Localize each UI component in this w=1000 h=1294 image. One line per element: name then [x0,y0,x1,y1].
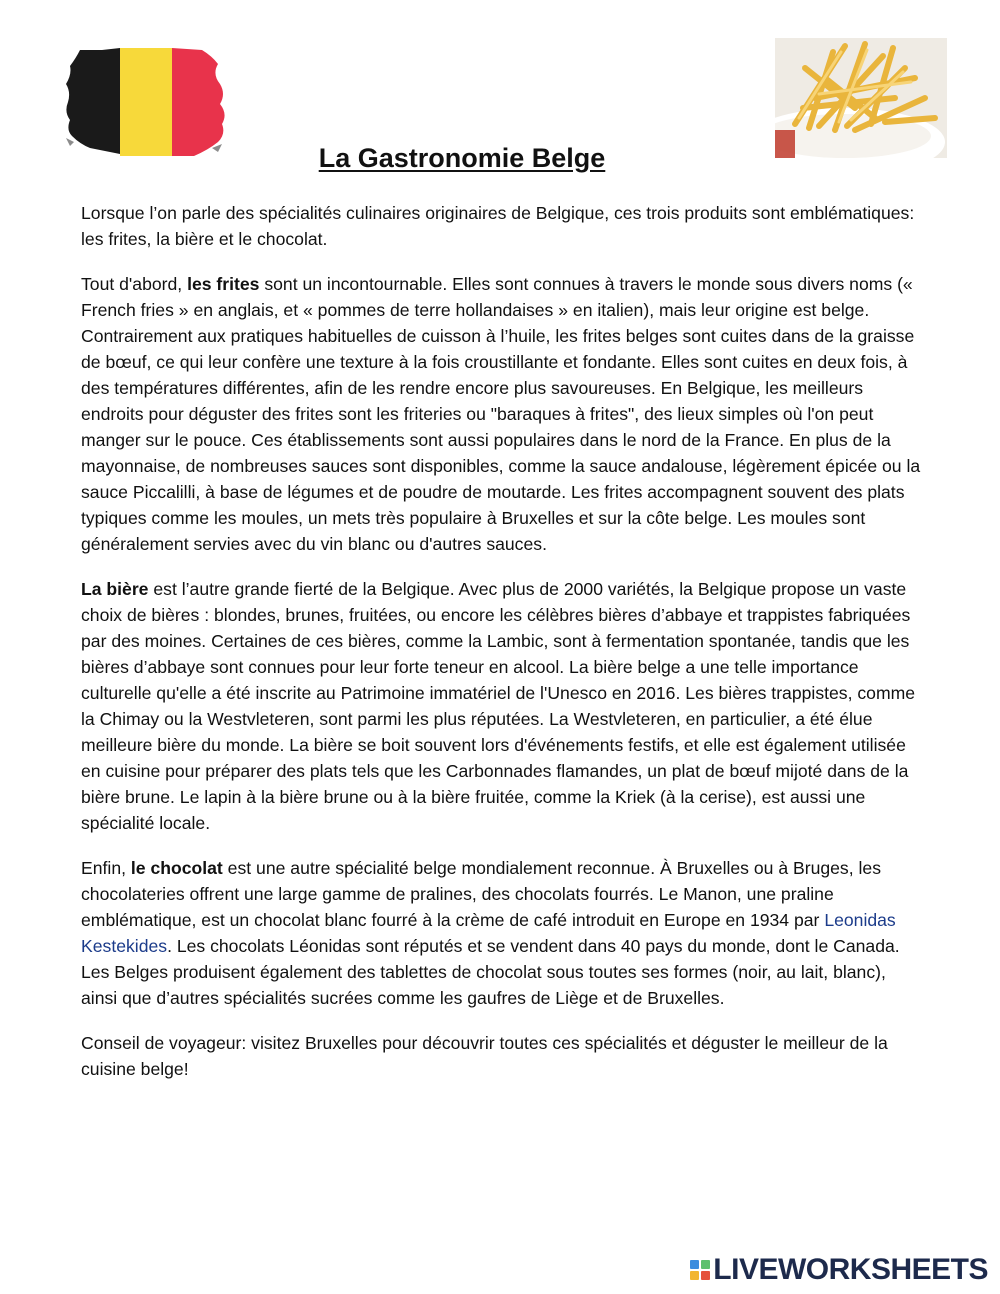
flag-yellow-stripe [120,48,172,156]
frites-keyword: les frites [187,274,260,294]
paragraph-chocolat [81,855,921,1011]
chocolat-keyword: le chocolat [130,858,223,878]
flag-black-stripe [66,48,120,154]
paragraph-intro [81,200,921,252]
page-title: La Gastronomie Belge [318,143,606,173]
paragraph-biere [81,576,921,836]
logo-square-4 [701,1271,710,1280]
logo-square-3 [690,1271,699,1280]
liveworksheets-logo[interactable] [690,1254,988,1286]
logo-square-2 [701,1260,710,1269]
paragraph-frites [81,271,921,557]
chocolat-lead: Enfin, [81,858,131,878]
conseil-text: Conseil de voyageur: visitez Bruxelles pour découvrir toutes ces spécialités et déguster le meilleur de la cuisine belge! [81,1033,888,1079]
logo-text: LIVEWORKSHEETS [713,1253,988,1286]
leonidas-link[interactable]: Leonidas Kestekides [81,910,896,956]
flag-red-stripe [172,48,225,156]
paragraph-conseil [81,1030,921,1082]
chocolat-text-2: . Les chocolats Léonidas sont réputés et se vendent dans 40 pays du monde, dont le Canada. Les Belges produisent également des tablettes de chocolat sous toutes ses formes (noir, au lait, blanc), ainsi que d’autres spécialités sucrées comme les gaufres de Liège et de Bruxelles. [81,936,900,1008]
intro-text: Lorsque l’on parle des spécialités culinaires originaires de Belgique, ces trois produits sont emblématiques: les frites, la bière et le chocolat. [81,203,915,249]
frites-text: sont un incontournable. Elles sont connues à travers le monde sous divers noms (« French fries » en anglais, et « pommes de terre hollandaises » en italien), mais leur origine est belge. Contrairement aux pratiques habituelles de cuisson à l’huile, les frites belges sont cuites dans de la graisse de bœuf, ce qui leur confère une texture à la fois croustillante et fondante. Elles sont cuites en deux fois, à des températures différentes, afin de les rendre encore plus savoureuses. En Belgique, les meilleurs endroits pour déguster des frites sont les friteries ou "baraques à frites", des lieux simples où l'on peut manger sur le pouce. Ces établissements sont aussi populaires dans le nord de la France. En plus de la mayonnaise, de nombreuses sauces sont disponibles, comme la sauce andalouse, légèrement épicée ou la sauce Piccalilli, à base de légumes et de poudre de moutarde. Les frites accompagnent souvent des plats typiques comme les moules, un mets très populaire à Bruxelles et sur la côte belge. Les moules sont généralement servies avec du vin blanc ou d'autres sauces. [81,274,921,554]
fries-photo [775,38,947,158]
liveworksheets-icon [690,1260,710,1280]
article-body [81,200,921,1101]
biere-keyword: La bière [81,579,149,599]
biere-text: est l’autre grande fierté de la Belgique. Avec plus de 2000 variétés, la Belgique propose un vaste choix de bières : blondes, brunes, fruitées, ou encore les célèbres bières d’abbaye et trappistes fabriquées par des moines. Certaines de ces bières, comme la Lambic, sont à fermentation spontanée, tandis que les bières d’abbaye sont connues pour leur forte teneur en alcool. La bière belge a une telle importance culturelle qu'elle a été inscrite au Patrimoine immatériel de l'Unesco en 2016. Les bières trappistes, comme la Chimay ou la Westvleteren, sont parmi les plus réputées. La Westvleteren, en particulier, a été élue meilleure bière du monde. La bière se boit souvent lors d'événements festifs, et elle est également utilisée en cuisine pour préparer des plats tels que les Carbonnades flamandes, un plat de bœuf mijoté dans de la bière brune. Le lapin à la bière brune ou à la bière fruitée, comme la Kriek (à la cerise), est aussi une spécialité locale. [81,579,916,833]
chocolat-text-1: est une autre spécialité belge mondialement reconnue. À Bruxelles ou à Bruges, les chocolateries offrent une large gamme de pralines, des chocolats fourrés. Le Manon, une praline emblématique, est un chocolat blanc fourré à la crème de café introduit en Europe en 1934 par [81,858,881,930]
frites-lead: Tout d'abord, [81,274,188,294]
logo-square-1 [690,1260,699,1269]
